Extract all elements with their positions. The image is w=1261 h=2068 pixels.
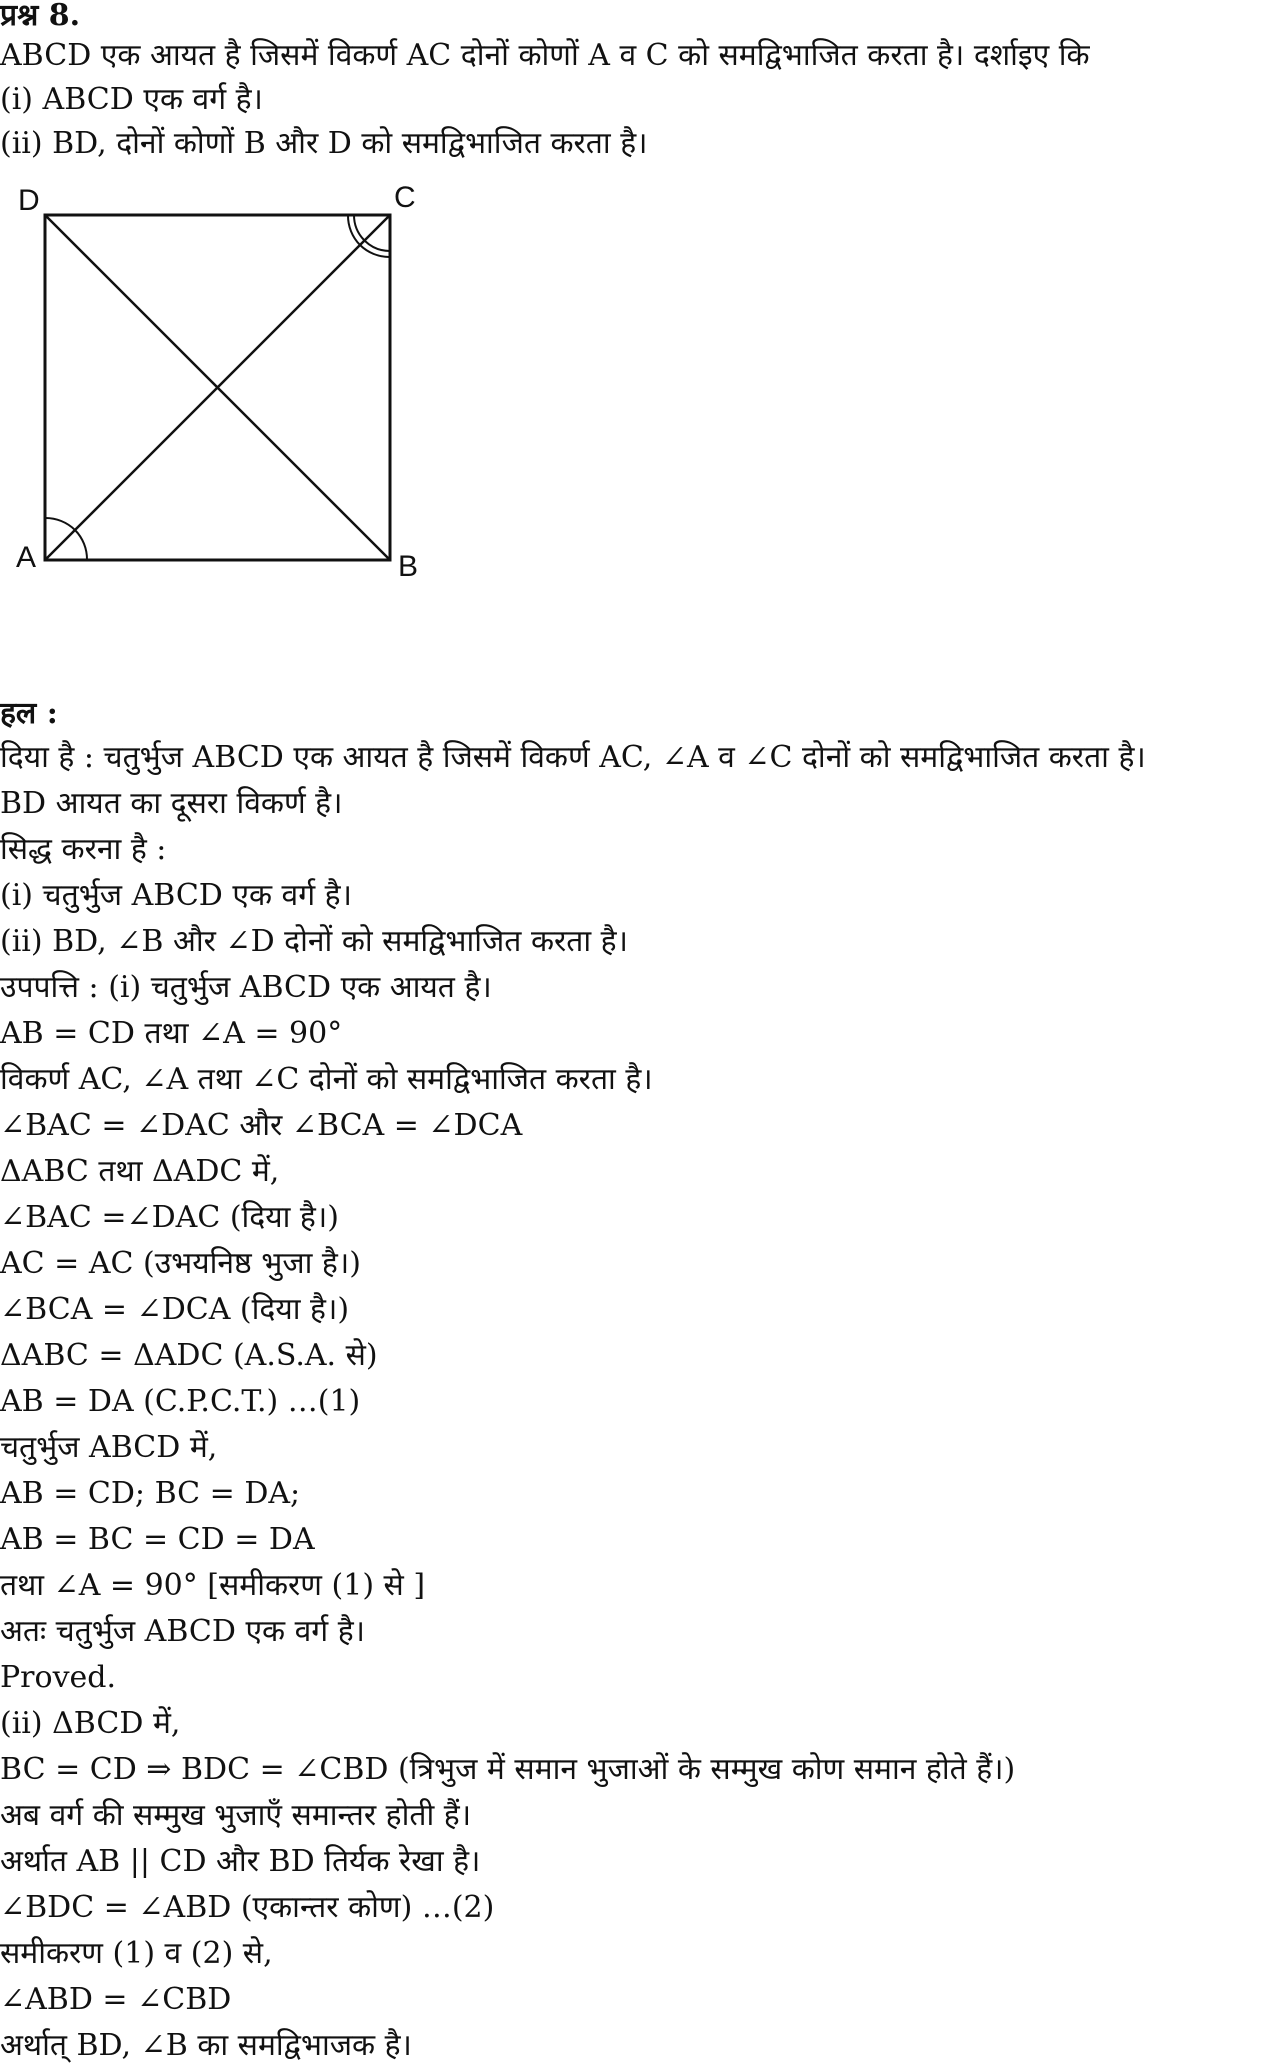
solution-line: (i) चतुर्भुज ABCD एक वर्ग है।	[0, 878, 352, 913]
solution-heading: हल :	[0, 696, 58, 731]
solution-line: ΔABC तथा ΔADC में,	[0, 1154, 280, 1189]
solution-line: अर्थात AB || CD और BD तिर्यक रेखा है।	[0, 1844, 481, 1879]
vertex-label-c: C	[394, 181, 416, 214]
angle-mark-a-lower	[75, 530, 87, 560]
solution-line: ∠BAC = ∠DAC और ∠BCA = ∠DCA	[0, 1108, 523, 1143]
solution-line: AC = AC (उभयनिष्ठ भुजा है।)	[0, 1246, 361, 1281]
solution-line: दिया है : चतुर्भुज ABCD एक आयत है जिसमें विकर्ण AC, ∠A व ∠C दोनों को समद्विभाजित करता है।	[0, 740, 1146, 775]
question-part-2: (ii) BD, दोनों कोणों B और D को समद्विभाजित करता है।	[0, 126, 648, 161]
solution-line: उपपत्ति : (i) चतुर्भुज ABCD एक आयत है।	[0, 970, 492, 1005]
solution-line: सिद्ध करना है :	[0, 832, 167, 867]
vertex-label-a: A	[16, 541, 37, 574]
solution-line: अब वर्ग की सम्मुख भुजाएँ समान्तर होती हैं।	[0, 1798, 472, 1833]
solution-line: ∠BCA = ∠DCA (दिया है।)	[0, 1292, 350, 1327]
solution-line: AB = DA (C.P.C.T.) …(1)	[0, 1384, 361, 1419]
solution-line: समीकरण (1) व (2) से,	[0, 1936, 273, 1971]
solution-line: अतः चतुर्भुज ABCD एक वर्ग है।	[0, 1614, 366, 1649]
solution-line: तथा ∠A = 90° [समीकरण (1) से ]	[0, 1568, 426, 1603]
question-heading: प्रश्न 8.	[0, 0, 81, 33]
question-part-1: (i) ABCD एक वर्ग है।	[0, 82, 263, 117]
rectangle-abcd-figure	[0, 170, 440, 590]
solution-line: Proved.	[0, 1660, 117, 1695]
solution-line: BD आयत का दूसरा विकर्ण है।	[0, 786, 343, 821]
vertex-label-b: B	[398, 550, 419, 583]
solution-line: AB = CD तथा ∠A = 90°	[0, 1016, 343, 1051]
solution-line: ∠BDC = ∠ABD (एकान्तर कोण) …(2)	[0, 1890, 495, 1925]
solution-line: चतुर्भुज ABCD में,	[0, 1430, 218, 1465]
solution-line: अर्थात् BD, ∠B का समद्विभाजक है।	[0, 2028, 412, 2063]
angle-mark-c-left-inner	[354, 215, 364, 240]
solution-line: ∠ABD = ∠CBD	[0, 1982, 232, 2017]
angle-mark-c-right-inner	[365, 241, 390, 251]
solution-line: (ii) ΔBCD में,	[0, 1706, 181, 1741]
solution-line: ΔABC = ΔADC (A.S.A. से)	[0, 1338, 378, 1373]
solution-line: विकर्ण AC, ∠A तथा ∠C दोनों को समद्विभाजित करता है।	[0, 1062, 653, 1097]
question-statement: ABCD एक आयत है जिसमें विकर्ण AC दोनों कोणों A व C को समद्विभाजित करता है। दर्शाइए कि	[0, 38, 1090, 73]
solution-line: (ii) BD, ∠B और ∠D दोनों को समद्विभाजित करता है।	[0, 924, 628, 959]
vertex-label-d: D	[18, 184, 40, 217]
solution-line: AB = BC = CD = DA	[0, 1522, 315, 1557]
solution-line: BC = CD ⇒ BDC = ∠CBD (त्रिभुज में समान भुजाओं के सम्मुख कोण समान होते हैं।)	[0, 1752, 1016, 1787]
solution-line: ∠BAC =∠DAC (दिया है।)	[0, 1200, 339, 1235]
solution-line: AB = CD; BC = DA;	[0, 1476, 301, 1511]
angle-mark-a-upper	[45, 518, 75, 530]
